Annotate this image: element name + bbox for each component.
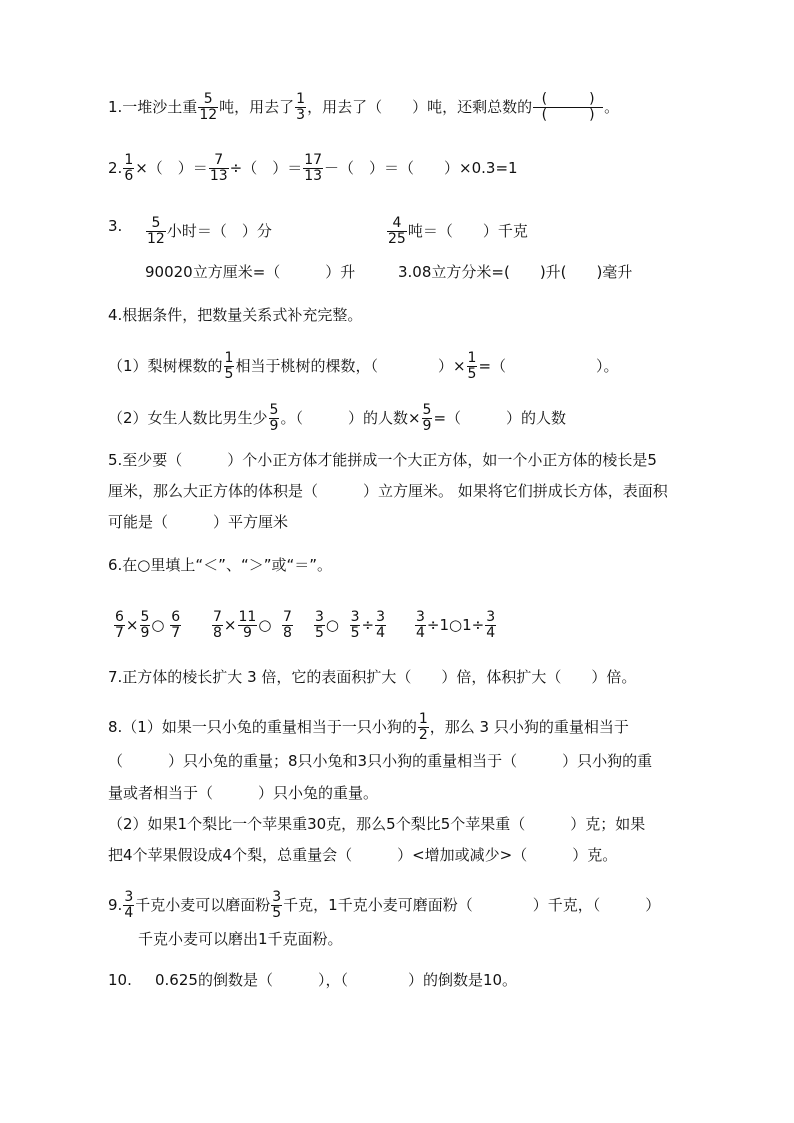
fraction: $\frac{1}{3}$ (296, 91, 306, 123)
question-8-line-5: 把4个苹果假设成4个梨，总重量会（ ）<增加或减少>（ ）克。 (108, 846, 618, 864)
fraction: $\frac{7}{8}$ (282, 609, 292, 641)
fraction: $\frac{3}{4}$ (124, 889, 134, 921)
q4-p1-text-a: （1）梨树棵数的 (108, 357, 223, 375)
question-5-line-1: 5.至少要（ ）个小正方体才能拼成一个大正方体，如一个小正方体的棱长是5 (108, 451, 657, 469)
q2-text-e: －（ ）＝（ ）×0.3=1 (324, 159, 518, 177)
question-6-expr-3 (313, 610, 387, 641)
q1-text-b: 吨，用去了 (219, 98, 295, 116)
question-1 (108, 92, 619, 123)
q9-number: 9. (108, 896, 123, 914)
fraction: $\frac{4}{25}$ (388, 215, 406, 247)
question-6-expr-1 (113, 610, 182, 641)
fraction: $\frac{3}{4}$ (376, 609, 385, 641)
compare-circle: ○ (151, 616, 165, 634)
q6-expr-4-middle: ÷1○1÷ (426, 616, 485, 634)
question-2 (108, 153, 518, 184)
q4-p2-text-b: 。（ ）的人数× (280, 409, 421, 427)
question-10-text: 0.625的倒数是（ ），（ ）的倒数是10。 (155, 971, 518, 989)
fraction: $\frac{1}{2}$ (418, 711, 428, 743)
question-6-title: 6.在○里填上“＜”、“＞”或“＝”。 (108, 556, 333, 574)
q8-text-b: ，那么 3 只小狗的重量相当于 (429, 718, 629, 736)
blank-fraction: $\frac{( )}{( )}$ (533, 92, 603, 123)
q3-text-b: 吨＝（ ）千克 (407, 222, 528, 240)
question-7: 7.正方体的棱长扩大 3 倍，它的表面积扩大（ ）倍，体积扩大（ ）倍。 (108, 668, 637, 686)
q1-text-c: ，用去了（ ）吨，还剩总数的 (307, 98, 533, 116)
fraction: $\frac{3}{5}$ (315, 609, 324, 641)
compare-circle: ○ (325, 616, 340, 634)
q2-text-c: ÷（ ）＝ (229, 159, 303, 177)
question-10-number: 10. (108, 971, 132, 989)
compare-circle: ○ (258, 616, 272, 634)
question-9-line-2: 千克小麦可以磨出1千克面粉。 (138, 930, 343, 948)
fraction: $\frac{3}{5}$ (350, 609, 360, 641)
question-3-part-a (145, 216, 272, 247)
q1-text-e: 。 (604, 98, 620, 116)
fraction: $\frac{5}{12}$ (147, 215, 165, 247)
fraction: $\frac{1}{5}$ (224, 350, 234, 382)
question-6-expr-4 (414, 610, 497, 641)
question-4-title: 4.根据条件，把数量关系式补充完整。 (108, 306, 363, 324)
fraction: $\frac{5}{9}$ (269, 402, 279, 434)
question-5-line-2: 厘米，那么大正方体的体积是（ ）立方厘米。 如果将它们拼成长方体，表面积 (108, 482, 668, 500)
fraction: $\frac{5}{9}$ (422, 402, 432, 434)
question-4-part-1 (108, 351, 619, 382)
divide-sign: ÷ (361, 616, 375, 634)
fraction: $\frac{5}{12}$ (199, 91, 218, 123)
question-8-line-1 (108, 712, 629, 743)
q1-text-a: 1.一堆沙土重 (108, 98, 198, 116)
fraction: $\frac{6}{7}$ (171, 609, 181, 641)
question-8-line-4: （2）如果1个梨比一个苹果重30克，那么5个梨比5个苹果重（ ）克；如果 (108, 815, 646, 833)
fraction: $\frac{1}{5}$ (467, 350, 477, 382)
question-8-line-2: （ ）只小兔的重量；8只小兔和3只小狗的重量相当于（ ）只小狗的重 (108, 752, 653, 770)
times-sign: × (125, 616, 139, 634)
q4-p1-text-b: 相当于桃树的棵数，（ ）× (235, 357, 466, 375)
q9-text-b: 千克小麦可以磨面粉 (135, 896, 271, 914)
fraction: $\frac{3}{5}$ (272, 889, 282, 921)
q4-p2-text-a: （2）女生人数比男生少 (108, 409, 268, 427)
fraction: $\frac{3}{4}$ (486, 609, 496, 641)
fraction: $\frac{3}{4}$ (416, 609, 425, 641)
question-6-expr-2 (211, 610, 294, 641)
question-8-line-3: 量或者相当于（ ）只小兔的重量。 (108, 784, 379, 802)
fraction: $\frac{17}{13}$ (304, 152, 323, 184)
q4-p1-text-c: =（ ）。 (478, 357, 619, 375)
fraction: $\frac{5}{9}$ (140, 609, 150, 641)
fraction: $\frac{7}{8}$ (213, 609, 222, 641)
question-3-part-b (386, 216, 528, 247)
q2-text-b: ×（ ）＝ (135, 159, 208, 177)
fraction: $\frac{1}{6}$ (124, 152, 134, 184)
question-3-line2a: 90020立方厘米=（ ）升 (145, 263, 356, 281)
question-3-number: 3. (108, 217, 123, 235)
question-9-line-1 (108, 890, 660, 921)
question-5-line-3: 可能是（ ）平方厘米 (108, 513, 289, 531)
times-sign: × (223, 616, 237, 634)
q4-p2-text-c: =（ ）的人数 (433, 409, 567, 427)
q9-text-c: 千克，1千克小麦可磨面粉（ ）千克，（ ） (283, 896, 661, 914)
q2-text-a: 2. (108, 159, 123, 177)
q8-text-a: 8.（1）如果一只小兔的重量相当于一只小狗的 (108, 718, 417, 736)
fraction: $\frac{11}{9}$ (238, 609, 257, 641)
q3-text-a: 小时＝（ ）分 (166, 222, 272, 240)
question-4-part-2 (108, 403, 566, 434)
fraction: $\frac{6}{7}$ (115, 609, 124, 641)
fraction: $\frac{7}{13}$ (209, 152, 228, 184)
question-3-line2b: 3.08立方分米=( )升( )毫升 (398, 263, 633, 281)
